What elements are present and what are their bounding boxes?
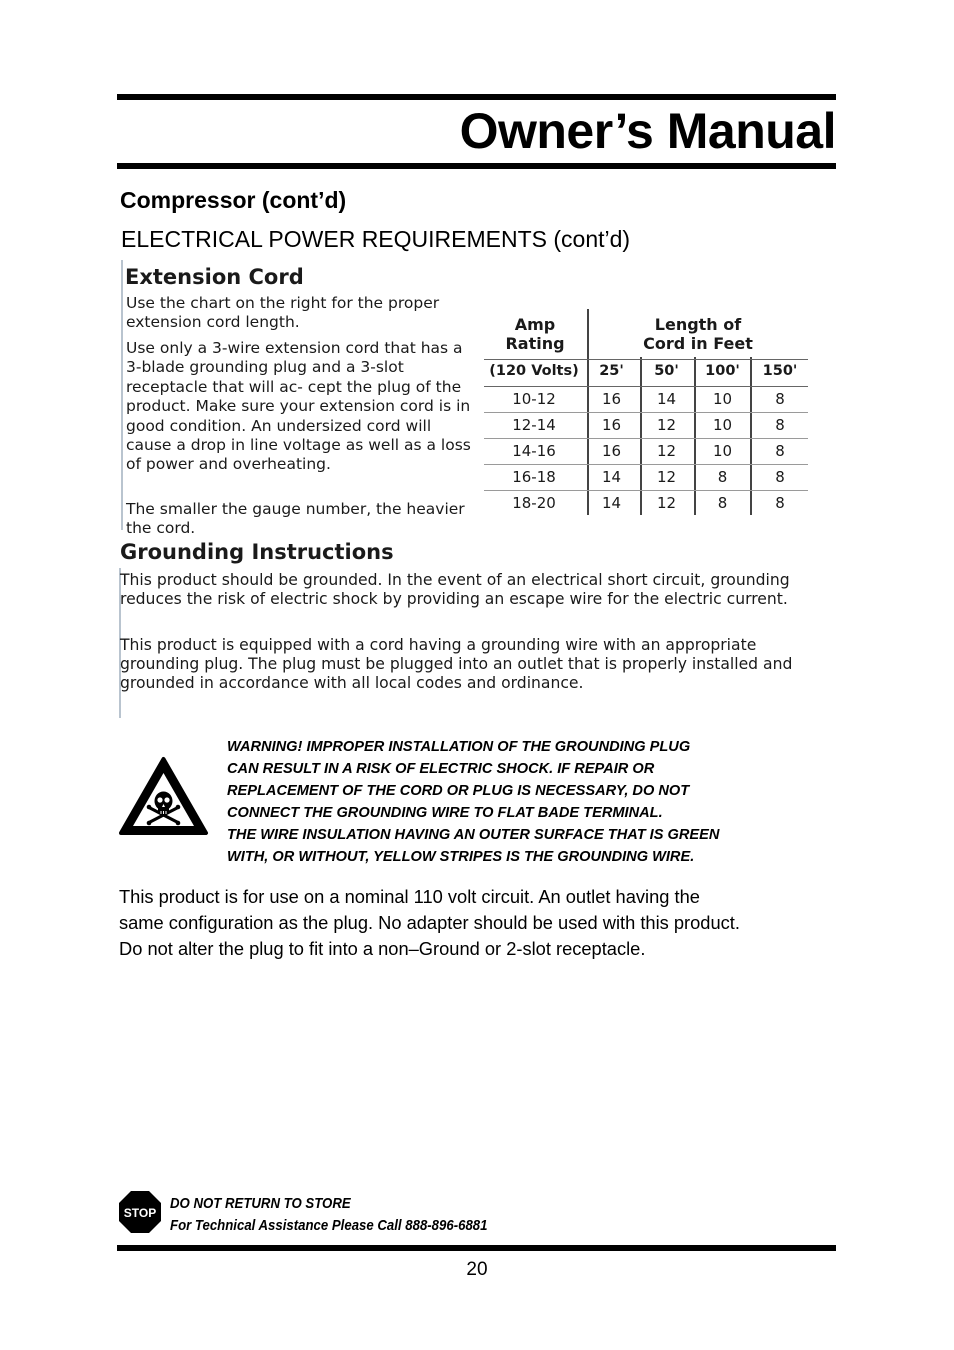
warning-line: REPLACEMENT OF THE CORD OR PLUG IS NECESSARY, DO NOT (227, 783, 690, 799)
length-25-header: 25' (599, 363, 624, 379)
footer-line: DO NOT RETURN TO STORE (170, 1195, 351, 1212)
amp-range-cell: 14-16 (512, 442, 556, 460)
gauge-cell: 14 (601, 494, 622, 512)
gauge-cell: 10 (712, 416, 733, 434)
page-number: 20 (466, 1259, 488, 1280)
table-rule (484, 359, 808, 360)
gauge-cell: 16 (601, 390, 622, 408)
table-divider (750, 357, 752, 515)
stop-sign-icon (118, 1190, 162, 1234)
table-rule (484, 438, 808, 439)
amp-range-cell: 16-18 (512, 468, 556, 486)
gauge-cell: 12 (656, 494, 677, 512)
footer-line: For Technical Assistance Please Call 888-896-6881 (170, 1217, 488, 1234)
table-rule (484, 412, 808, 413)
gauge-cell: 12 (656, 442, 677, 460)
top-rule (117, 94, 836, 100)
body-line: This product is for use on a nominal 110 volt circuit. An outlet having the (119, 886, 700, 907)
warning-line: CONNECT THE GROUNDING WIRE TO FLAT BADE TERMINAL. (227, 805, 663, 821)
header-rule (117, 163, 836, 169)
grounding-paragraph: This product is equipped with a cord having a grounding wire with an appropriate grounding plug. The plug must be plugged into an outlet that is properly installed and grounded in accordance with all local codes and ordinance. (120, 636, 793, 692)
amp-range-cell: 12-14 (512, 416, 556, 434)
gauge-cell: 12 (656, 416, 677, 434)
warning-text (227, 736, 827, 868)
grounding-paragraph: This product should be grounded. In the event of an electrical short circuit, grounding reduces the risk of electric shock by providing an escape wire for the electric current. (120, 571, 790, 608)
section-subheading: ELECTRICAL POWER REQUIREMENTS (cont’d) (121, 226, 631, 252)
length-100-header: 100' (705, 363, 740, 379)
footer-note (170, 1193, 487, 1237)
cord-length-table (484, 307, 808, 517)
gauge-cell: 8 (775, 494, 785, 512)
gauge-cell: 10 (712, 390, 733, 408)
stop-sign-label: STOP (123, 1206, 157, 1220)
extension-cord-paragraph: Use the chart on the right for the proper extension cord length. (126, 294, 440, 332)
gauge-cell: 8 (775, 442, 785, 460)
gauge-cell: 14 (656, 390, 677, 408)
table-rule (484, 386, 808, 387)
gauge-cell: 12 (656, 468, 677, 486)
warning-line: CAN RESULT IN A RISK OF ELECTRIC SHOCK. IF REPAIR OR (227, 761, 655, 777)
amp-range-cell: 18-20 (512, 494, 556, 512)
warning-line: WARNING! IMPROPER INSTALLATION OF THE GROUNDING PLUG (227, 739, 691, 755)
page-title: Owner’s Manual (459, 103, 836, 159)
skull-warning-icon (118, 756, 209, 836)
gauge-cell: 8 (775, 390, 785, 408)
extension-cord-margin-bar (121, 260, 123, 530)
table-divider (694, 357, 696, 515)
body-line: Do not alter the plug to fit into a non–Ground or 2-slot receptacle. (119, 938, 646, 959)
cord-length-header: Length of Cord in Feet (643, 315, 753, 353)
gauge-cell: 16 (601, 416, 622, 434)
table-rule (484, 464, 808, 465)
footer-rule (117, 1245, 836, 1251)
length-50-header: 50' (654, 363, 679, 379)
extension-cord-paragraph: The smaller the gauge number, the heavier the cord. (126, 500, 465, 538)
table-divider (640, 357, 642, 515)
warning-line: WITH, OR WITHOUT, YELLOW STRIPES IS THE GROUNDING WIRE. (227, 849, 695, 865)
extension-cord-paragraph: Use only a 3-wire extension cord that has a 3-blade grounding plug and a 3-slot receptacle that will ac- cept the plug of the product. Make sure your extension cord is in good condition. An undersized cord will cause a drop in line voltage as well as a loss of power and overheating. (126, 339, 471, 474)
extension-cord-heading: Extension Cord (125, 265, 304, 289)
gauge-cell: 8 (775, 468, 785, 486)
gauge-cell: 10 (712, 442, 733, 460)
body-line: same configuration as the plug. No adapter should be used with this product. (119, 912, 740, 933)
volts-label: (120 Volts) (489, 363, 579, 379)
body-paragraph (119, 884, 839, 962)
gauge-cell: 14 (601, 468, 622, 486)
length-150-header: 150' (762, 363, 798, 379)
amp-rating-header: Amp Rating (505, 315, 565, 353)
gauge-cell: 8 (717, 468, 728, 486)
grounding-heading: Grounding Instructions (120, 540, 394, 564)
amp-range-cell: 10-12 (512, 390, 556, 408)
gauge-cell: 8 (775, 416, 785, 434)
gauge-cell: 16 (601, 442, 622, 460)
warning-line: THE WIRE INSULATION HAVING AN OUTER SURFACE THAT IS GREEN (227, 827, 720, 843)
section-heading: Compressor (cont’d) (120, 187, 347, 213)
table-rule (484, 490, 808, 491)
gauge-cell: 8 (717, 494, 728, 512)
